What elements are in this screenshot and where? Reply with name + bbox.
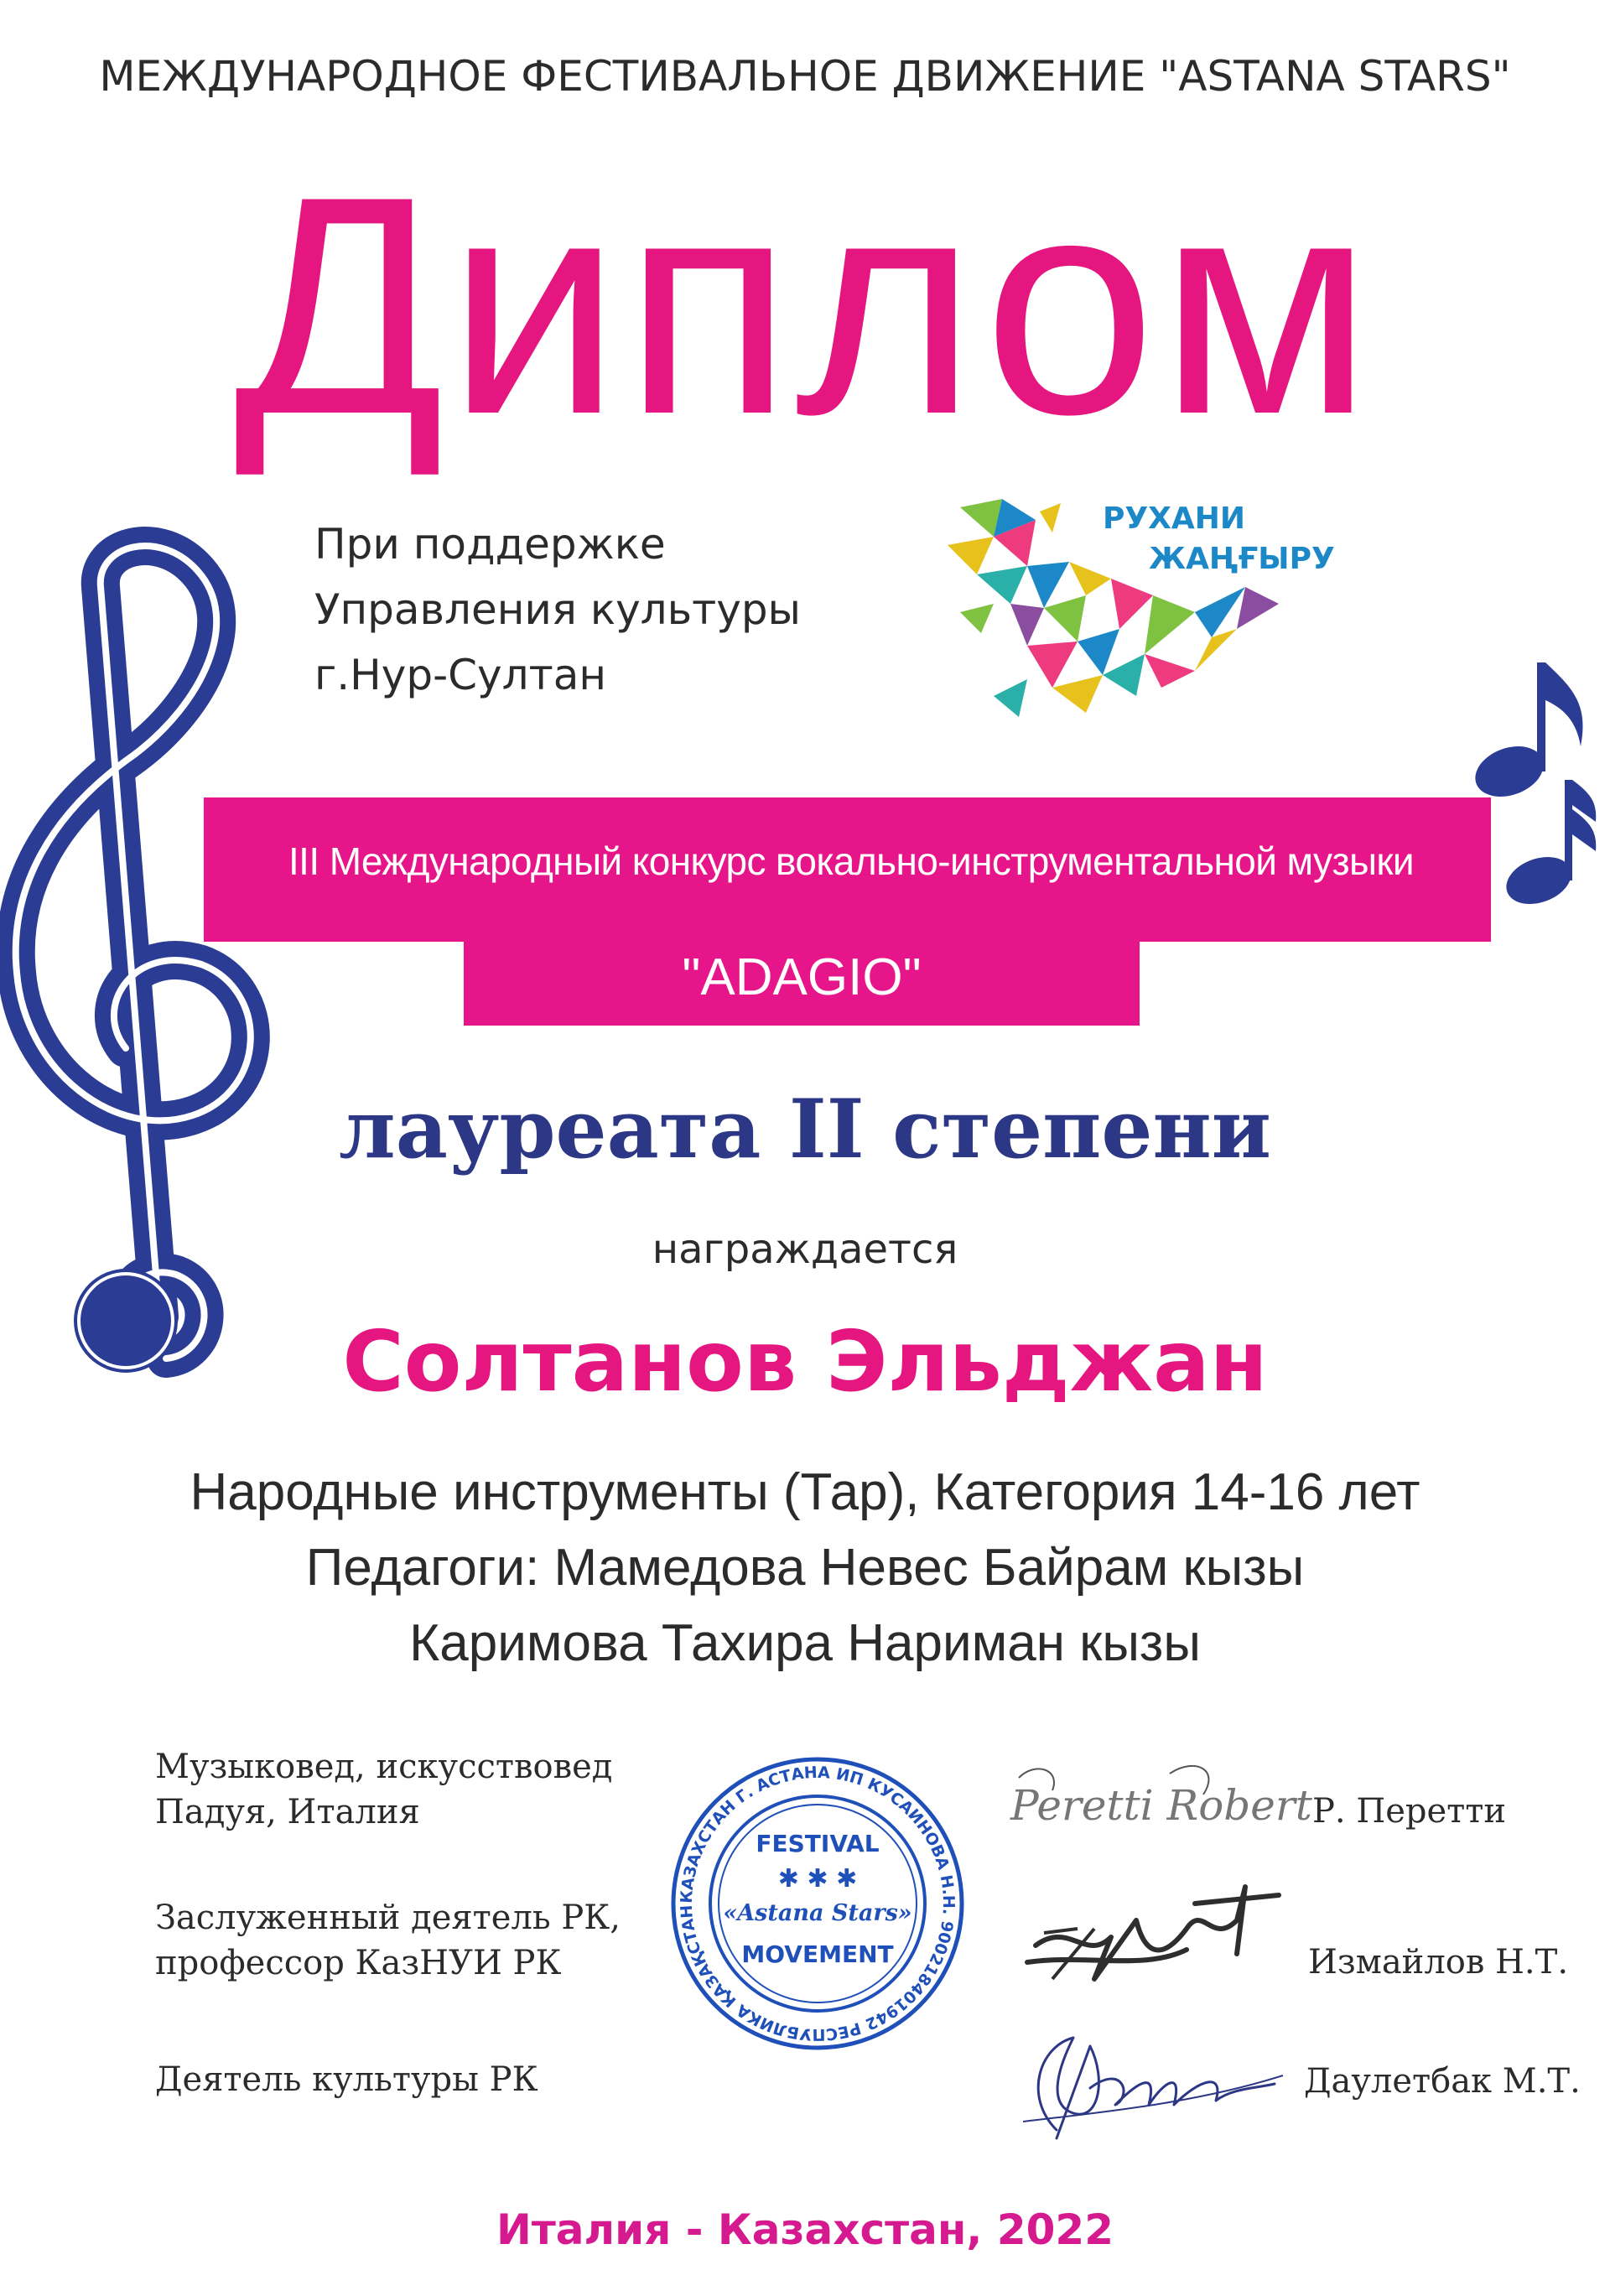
jury-1-name: Р. Перетти <box>1312 1792 1507 1831</box>
support-line-3: г.Нур-Султан <box>314 651 607 699</box>
signature-peretti-text: Peretti Robert <box>1010 1781 1312 1830</box>
signature-izmailov <box>1019 1870 1296 2013</box>
award-degree: лауреата II степени <box>339 1082 1271 1177</box>
awarded-label: награждается <box>652 1226 958 1273</box>
jury-2-title-1: Заслуженный деятель РК, <box>155 1899 621 1937</box>
jury-2-title-2: профессор КазНУИ РК <box>155 1944 562 1982</box>
support-block <box>314 512 801 708</box>
support-line-1: При поддержке <box>314 520 666 569</box>
stamp-stars-icon: ✱ ✱ ✱ <box>777 1864 858 1893</box>
stamp-festival: FESTIVAL <box>756 1830 880 1857</box>
category-line: Народные инструменты (Тар), Категория 14-16 лет <box>190 1463 1420 1521</box>
signature-dauletbak <box>1006 1996 1291 2155</box>
jury-3-name: Даулетбак М.Т. <box>1304 2062 1581 2101</box>
rukhani-zhangyru-logo <box>943 486 1337 730</box>
jury-3-titles <box>155 2057 538 2102</box>
teachers-line: Педагоги: Мамедова Невес Байрам кызы <box>305 1539 1305 1597</box>
jury-1-title-2: Падуя, Италия <box>155 1793 420 1831</box>
details-block <box>0 1455 1610 1681</box>
stamp-ring-text: КАЗАХСТАН Г. АСТАНА ИП КУСАИНОВА Н.Н. 900218401942 РЕСПУБЛИКА ҚАЗАҚСТАН АСТАНА ҚАЛАСЫ ЖЕКЕ КӘСІПКЕР <box>657 1738 958 2044</box>
contest-title: "ADAGIO" <box>682 948 922 1006</box>
organizer-header: МЕЖДУНАРОДНОЕ ФЕСТИВАЛЬНОЕ ДВИЖЕНИЕ "ASTANA STARS" <box>99 52 1511 101</box>
logo-line-1: РУХАНИ <box>1103 501 1246 536</box>
signature-peretti <box>1002 1753 1312 1845</box>
jury-2-name: Измайлов Н.Т. <box>1308 1943 1569 1982</box>
diploma-title: Диплом <box>234 132 1376 479</box>
recipient-name: Солтанов Эльджан <box>342 1312 1268 1410</box>
jury-1-title-1: Музыковед, искусствовед <box>155 1748 613 1786</box>
jury-3-title-1: Деятель культуры РК <box>155 2060 538 2099</box>
logo-line-2: ЖАҢҒЫРУ <box>1149 542 1335 576</box>
stamp-movement: MOVEMENT <box>741 1940 894 1968</box>
contest-name: III Международный конкурс вокально-инструментальной музыки <box>288 839 1415 883</box>
jury-1-titles <box>155 1744 612 1835</box>
official-stamp <box>657 1738 969 2054</box>
treble-clef-icon <box>0 537 285 1409</box>
teacher-2-line: Каримова Тахира Нариман кызы <box>409 1614 1201 1672</box>
jury-2-titles <box>155 1895 621 1986</box>
footer-location-year: Италия - Казахстан, 2022 <box>496 2205 1114 2254</box>
stamp-astana-stars: «Astana Stars» <box>723 1900 912 1926</box>
support-line-2: Управления культуры <box>314 585 802 634</box>
